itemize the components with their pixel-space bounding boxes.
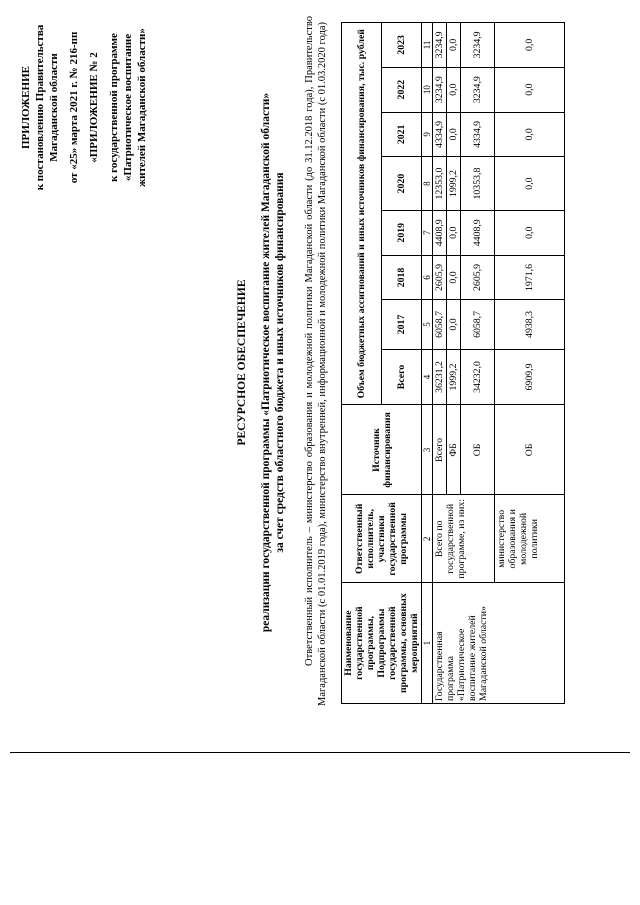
value-cell: 1971,6 <box>495 255 565 300</box>
value-cell: 4334,9 <box>433 112 447 157</box>
appendix-subline: к государственной программе <box>108 33 120 182</box>
program-name-cell: Государственная программа «Патриотическое воспитание жителей Магаданской области» <box>433 583 565 704</box>
page-divider-line <box>10 752 630 753</box>
header-year: 2019 <box>382 210 422 255</box>
value-cell: 4408,9 <box>433 210 447 255</box>
value-cell: 0,0 <box>447 112 461 157</box>
header-year: 2021 <box>382 112 422 157</box>
column-number: 8 <box>422 157 433 211</box>
value-cell: 0,0 <box>495 23 565 68</box>
appendix-title: ПРИЛОЖЕНИЕ <box>20 66 32 149</box>
appendix-date: от «25» марта 2021 г. № 216-пп <box>68 31 80 184</box>
appendix-subtitle: «ПРИЛОЖЕНИЕ № 2 <box>88 52 100 163</box>
value-cell: 0,0 <box>447 23 461 68</box>
header-total: Всего <box>382 349 422 405</box>
value-cell: 3234,9 <box>461 67 495 112</box>
column-number: 11 <box>422 23 433 68</box>
value-cell: 1999,2 <box>447 157 461 211</box>
value-cell: 2605,9 <box>461 255 495 300</box>
header-volume: Объем бюджетных ассигнований и иных источников финансирования, тыс. рублей <box>342 23 382 405</box>
column-number-row <box>422 23 433 704</box>
header-executor: Ответственный исполнитель, участники государственной программы <box>342 495 422 583</box>
column-number: 6 <box>422 255 433 300</box>
column-number: 10 <box>422 67 433 112</box>
header-year: 2017 <box>382 300 422 349</box>
value-cell: 1999,2 <box>447 349 461 405</box>
value-cell: 3234,9 <box>433 67 447 112</box>
executor-cell: Всего по государственной программе, из них: <box>433 495 495 583</box>
value-cell: 0,0 <box>447 255 461 300</box>
value-cell: 4408,9 <box>461 210 495 255</box>
resource-table <box>341 22 565 704</box>
header-year: 2018 <box>382 255 422 300</box>
column-number: 9 <box>422 112 433 157</box>
value-cell: 6058,7 <box>433 300 447 349</box>
value-cell: 0,0 <box>447 300 461 349</box>
value-cell: 3234,9 <box>433 23 447 68</box>
value-cell: 36231,2 <box>433 349 447 405</box>
table-row <box>433 23 447 704</box>
column-number: 5 <box>422 300 433 349</box>
column-number: 7 <box>422 210 433 255</box>
header-year: 2020 <box>382 157 422 211</box>
value-cell: 0,0 <box>447 210 461 255</box>
value-cell: 0,0 <box>447 67 461 112</box>
column-number: 1 <box>422 583 433 704</box>
value-cell: 6909,9 <box>495 349 565 405</box>
executor-cell: министерство образования и молодежной политики <box>495 495 565 583</box>
value-cell: 0,0 <box>495 157 565 211</box>
value-cell: 0,0 <box>495 112 565 157</box>
responsible-executor-paragraph: Ответственный исполнитель – министерство образования и молодежной политики Магаданской области (до 31.12.2018 года), Правительство Магаданской области (с 01.01.2019 года), министерство внутренней, информационной и молодежной политики Магаданской области (с 01.03.2020 года) <box>304 16 328 706</box>
source-cell: ОБ <box>461 405 495 495</box>
value-cell: 6058,7 <box>461 300 495 349</box>
column-number: 2 <box>422 495 433 583</box>
appendix-subline: «Патриотическое воспитание <box>122 33 134 182</box>
value-cell: 34232,0 <box>461 349 495 405</box>
appendix-line: к постановлению Правительства <box>34 24 46 191</box>
source-cell: ОБ <box>495 405 565 495</box>
header-name: Наименование государственной программы, Подпрограммы государственной программы, основных мероприятий <box>342 583 422 704</box>
source-cell: ФБ <box>447 405 461 495</box>
document-heading <box>235 5 287 720</box>
appendix-subline: жителей Магаданской области» <box>136 28 148 187</box>
value-cell: 0,0 <box>495 210 565 255</box>
appendix-line: Магаданской области <box>48 53 60 162</box>
value-cell: 2605,9 <box>433 255 447 300</box>
appendix-block <box>19 15 149 200</box>
value-cell: 4938,3 <box>495 300 565 349</box>
column-number: 3 <box>422 405 433 495</box>
value-cell: 12353,0 <box>433 157 447 211</box>
heading-title: РЕСУРСНОЕ ОБЕСПЕЧЕНИЕ <box>236 279 248 446</box>
heading-line: за счет средств областного бюджета и иных источников финансирования <box>274 172 286 553</box>
value-cell: 0,0 <box>495 67 565 112</box>
source-cell: Всего <box>433 405 447 495</box>
header-year: 2022 <box>382 67 422 112</box>
header-source: Источник финансирования <box>342 405 422 495</box>
value-cell: 4334,9 <box>461 112 495 157</box>
header-year: 2023 <box>382 23 422 68</box>
heading-line: реализации государственной программы «Патриотическое воспитание жителей Магаданской области» <box>260 92 272 633</box>
rotated-document-sheet <box>3 5 633 720</box>
value-cell: 10353,8 <box>461 157 495 211</box>
value-cell: 3234,9 <box>461 23 495 68</box>
table-header-row <box>342 23 382 704</box>
column-number: 4 <box>422 349 433 405</box>
